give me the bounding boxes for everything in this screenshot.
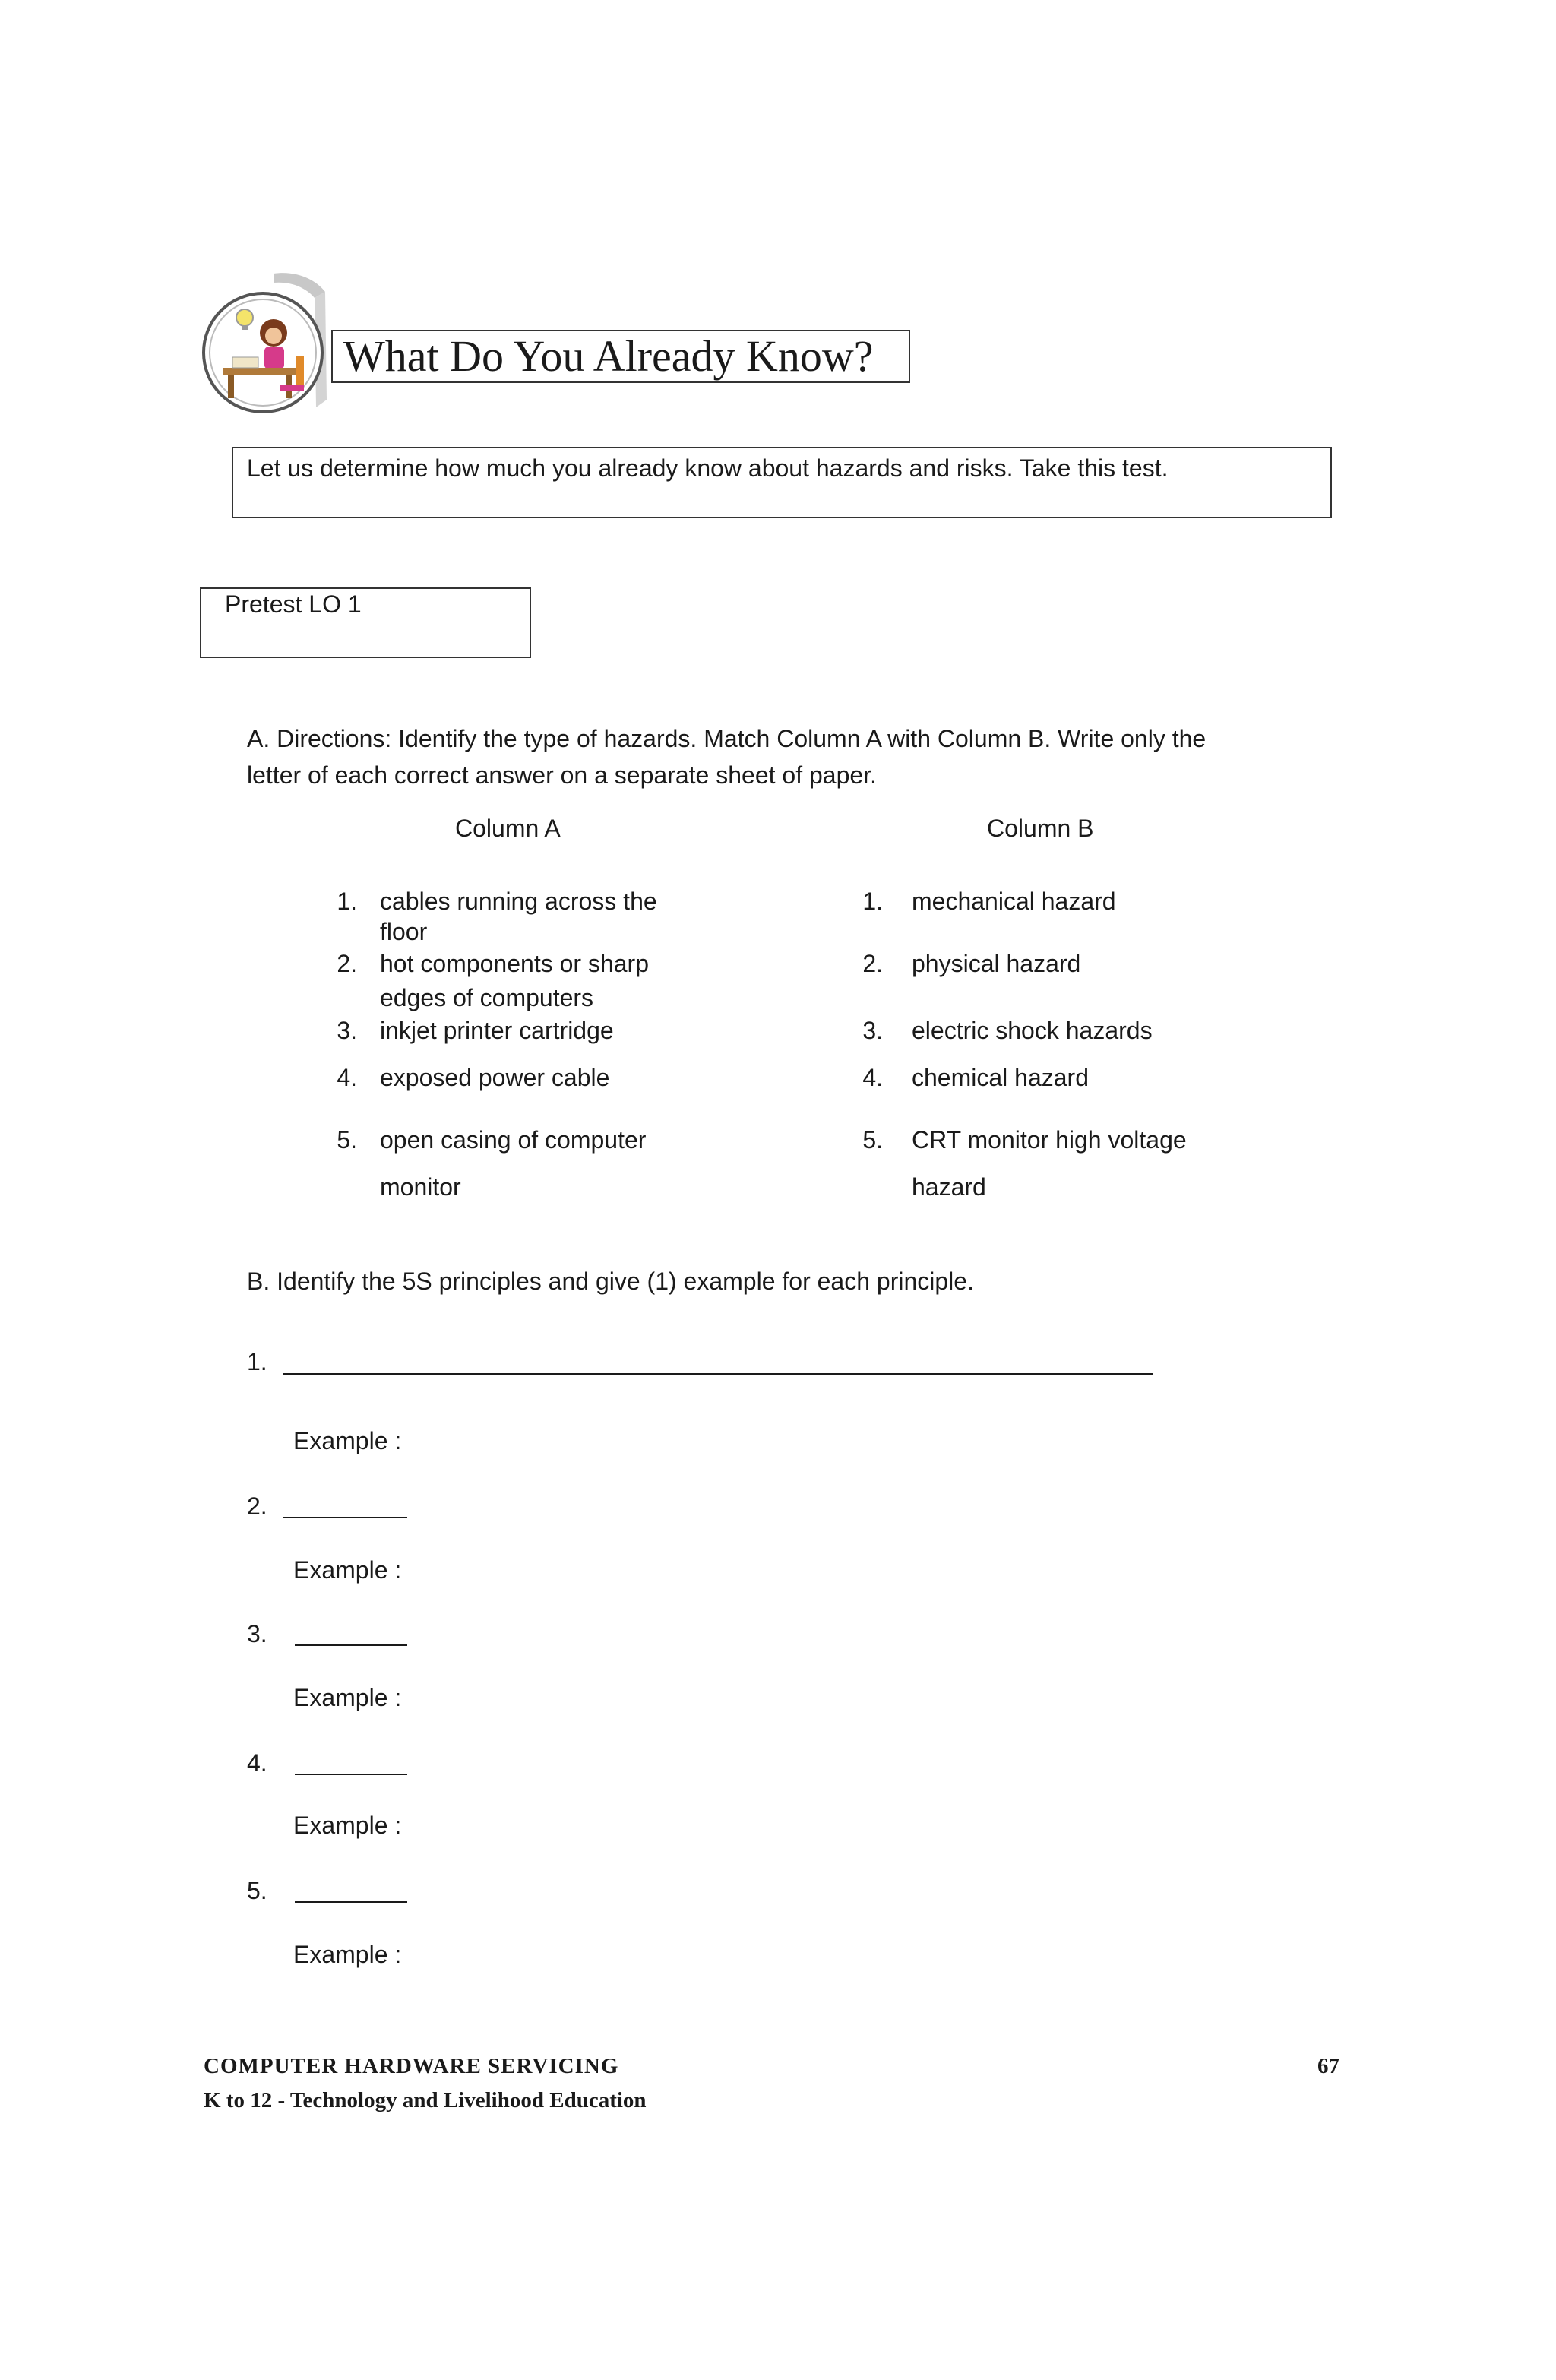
column-a-number: 1. <box>337 888 357 915</box>
example-label: Example : <box>293 1556 402 1584</box>
title-box <box>331 330 910 383</box>
answer-number: 3. <box>247 1620 267 1647</box>
intro-box <box>232 447 1332 518</box>
column-b-item: physical hazard <box>912 950 1081 977</box>
column-a-item: open casing of computer <box>380 1126 647 1154</box>
section-a-directions-line1: A. Directions: Identify the type of hazards. Match Column A with Column B. Write only the <box>247 725 1207 752</box>
column-b-number: 2. <box>862 950 883 977</box>
column-b-number: 3. <box>862 1017 883 1044</box>
student-at-desk-icon <box>201 271 328 416</box>
answer-number: 4. <box>247 1749 267 1777</box>
footer-program: K to 12 - Technology and Livelihood Education <box>204 2088 647 2113</box>
answer-number: 1. <box>247 1348 267 1375</box>
column-a-item: exposed power cable <box>380 1064 610 1091</box>
column-a-item-cont: floor <box>380 918 428 945</box>
example-label: Example : <box>293 1427 402 1454</box>
column-a-number: 2. <box>337 950 357 977</box>
column-b-number: 4. <box>862 1064 883 1091</box>
column-a-item: cables running across the <box>380 888 657 915</box>
pretest-label: Pretest LO 1 <box>225 590 362 618</box>
page-title: What Do You Already Know? <box>343 331 874 381</box>
column-a-number: 4. <box>337 1064 357 1091</box>
column-b-header: Column B <box>987 815 1094 842</box>
answer-number: 2. <box>247 1492 267 1520</box>
answer-blank[interactable] <box>295 1774 407 1775</box>
pretest-box <box>200 587 531 658</box>
column-a-item-cont: edges of computers <box>380 984 594 1011</box>
answer-number: 5. <box>247 1877 267 1904</box>
answer-blank[interactable] <box>295 1901 407 1903</box>
column-b-item: electric shock hazards <box>912 1017 1153 1044</box>
column-b-number: 1. <box>862 888 883 915</box>
column-b-item: CRT monitor high voltage <box>912 1126 1187 1154</box>
column-a-number: 5. <box>337 1126 357 1154</box>
column-b-item: chemical hazard <box>912 1064 1089 1091</box>
example-label: Example : <box>293 1941 402 1968</box>
column-a-number: 3. <box>337 1017 357 1044</box>
column-a-item: hot components or sharp <box>380 950 649 977</box>
column-b-item: mechanical hazard <box>912 888 1116 915</box>
example-label: Example : <box>293 1684 402 1711</box>
section-b-directions: B. Identify the 5S principles and give (1) example for each principle. <box>247 1268 974 1295</box>
column-a-item-cont: monitor <box>380 1173 461 1201</box>
column-b-item-cont: hazard <box>912 1173 986 1201</box>
answer-blank[interactable] <box>295 1644 407 1646</box>
section-a-directions-line2: letter of each correct answer on a separate sheet of paper. <box>247 761 877 789</box>
footer-course-title: COMPUTER HARDWARE SERVICING <box>204 2054 619 2078</box>
column-b-number: 5. <box>862 1126 883 1154</box>
intro-text: Let us determine how much you already know about hazards and risks. Take this test. <box>247 454 1169 482</box>
answer-blank[interactable] <box>283 1373 1153 1375</box>
page-number: 67 <box>1317 2054 1339 2078</box>
answer-blank[interactable] <box>283 1517 407 1518</box>
column-a-item: inkjet printer cartridge <box>380 1017 614 1044</box>
example-label: Example : <box>293 1812 402 1839</box>
column-a-header: Column A <box>455 815 561 842</box>
